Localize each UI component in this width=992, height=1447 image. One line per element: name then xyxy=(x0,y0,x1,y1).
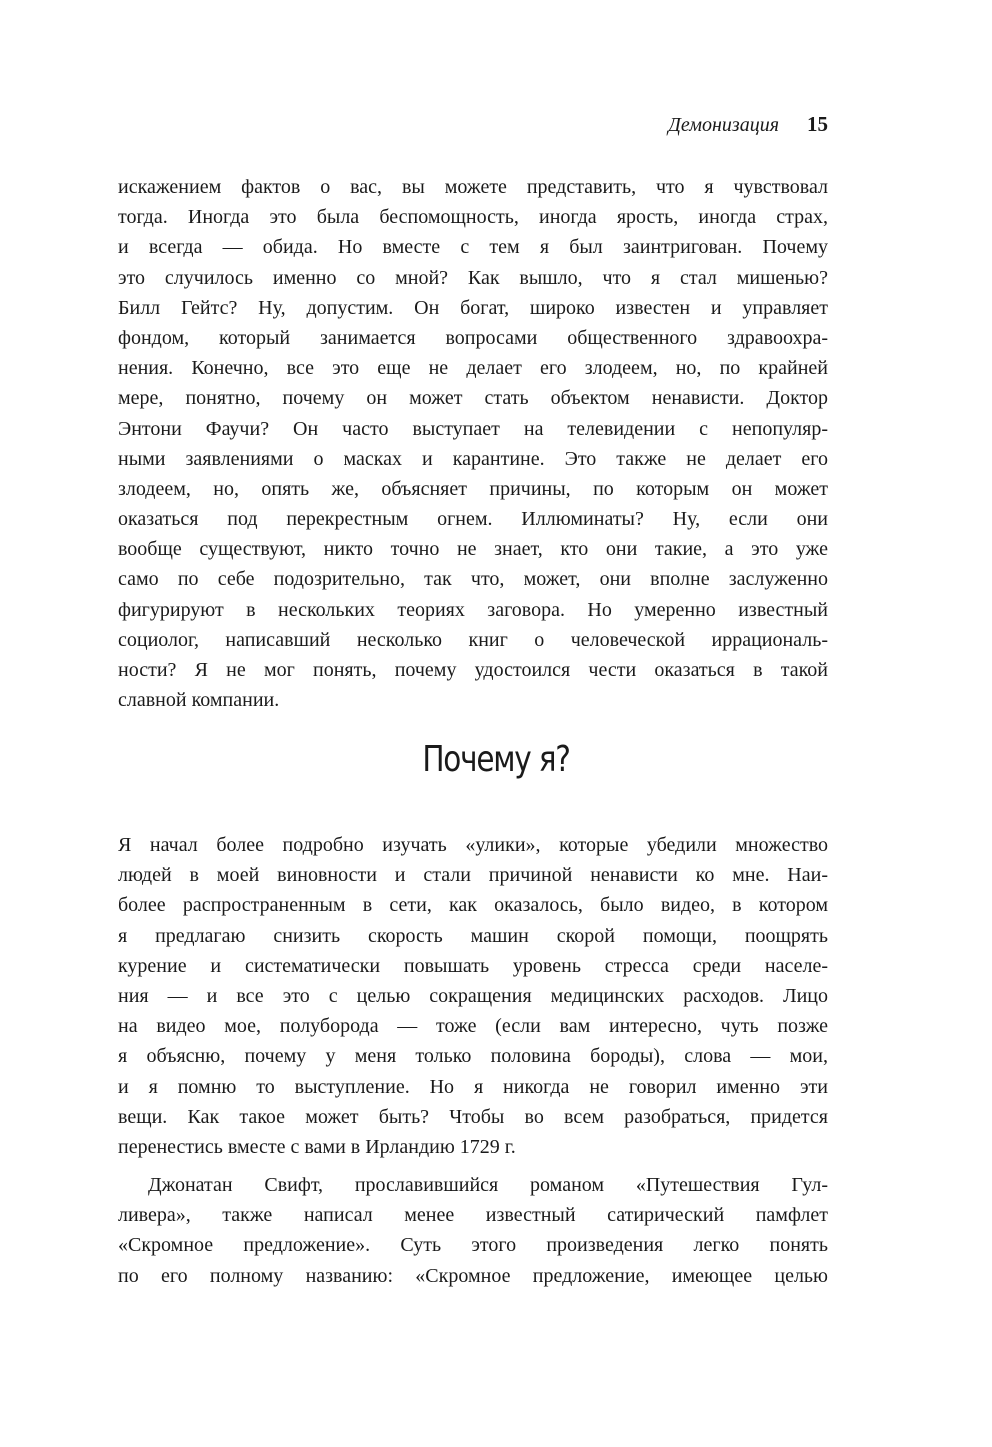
text-line: ния — и все это с целью сокращения медицинских расходов. Лицо xyxy=(118,984,828,1007)
text-line: Я начал более подробно изучать «улики», которые убедили множество xyxy=(118,834,828,856)
text-line: перенестись вместе с вами в Ирландию 1729 г. xyxy=(118,1135,516,1158)
text-line: я предлагаю снизить скорость машин скорой помощи, поощрять xyxy=(118,924,828,947)
text-line: славной компании. xyxy=(118,689,280,712)
text-line: мере, понятно, почему он может стать объектом ненависти. Доктор xyxy=(118,387,828,410)
text-line: вещи. Как такое может быть? Чтобы во всем разобраться, придется xyxy=(118,1105,828,1128)
text-line: злодеем, но, опять же, объясняет причины, по которым он может xyxy=(118,477,828,500)
running-header xyxy=(668,110,828,139)
chapter-title: Демонизация xyxy=(668,114,779,136)
text-line: по его полному названию: «Скромное предложение, имеющее целью xyxy=(118,1264,828,1287)
text-line: искажением фактов о вас, вы можете представить, что я чувствовал xyxy=(118,176,828,198)
paragraph-2 xyxy=(118,830,828,1162)
text-line: и я помню то выступление. Но я никогда не говорил именно эти xyxy=(118,1075,828,1098)
text-line: ливера», также написал менее известный сатирический памфлет xyxy=(118,1204,828,1227)
text-line: само по себе подозрительно, так что, может, они вполне заслуженно xyxy=(118,568,828,591)
text-line: Билл Гейтс? Ну, допустим. Он богат, широко известен и управляет xyxy=(118,296,828,319)
text-line: оказаться под перекрестным огнем. Иллюминаты? Ну, если они xyxy=(118,508,828,531)
text-line: я объясню, почему у меня только половина бороды), слова — мои, xyxy=(118,1045,828,1068)
paragraph-gap xyxy=(118,1162,828,1170)
text-line: фигурируют в нескольких теориях заговора. Но умеренно известный xyxy=(118,598,828,621)
text-line: ности? Я не мог понять, почему удостоился чести оказаться в такой xyxy=(118,659,828,681)
text-line: Джонатан Свифт, прославившийся романом «Путешествия Гул- xyxy=(148,1174,828,1197)
text-line: ными заявлениями о масках и карантине. Это также не делает его xyxy=(118,447,828,470)
text-line: людей в моей виновности и стали причиной ненависти ко мне. Наи- xyxy=(118,864,828,887)
section-heading: Почему я? xyxy=(422,739,570,780)
text-line: социолог, написавший несколько книг о человеческой иррациональ- xyxy=(118,628,828,651)
paragraph-1 xyxy=(118,172,828,715)
text-line: фондом, который занимается вопросами общественного здравоохра- xyxy=(118,326,828,349)
text-line: тогда. Иногда это была беспомощность, иногда ярость, иногда страх, xyxy=(118,206,828,229)
text-line: «Скромное предложение». Суть этого произведения легко понять xyxy=(118,1234,828,1257)
page-number: 15 xyxy=(807,112,828,136)
text-line: нения. Конечно, все это еще не делает его злодеем, но, по крайней xyxy=(118,357,828,380)
paragraph-3 xyxy=(118,1170,828,1291)
text-line: курение и систематически повышать уровень стресса среди населе- xyxy=(118,954,828,977)
section-body xyxy=(118,830,828,1291)
text-line: Энтони Фаучи? Он часто выступает на телевидении с непопуляр- xyxy=(118,417,828,440)
text-line: более распространенным в сети, как оказалось, было видео, в котором xyxy=(118,894,828,917)
text-line: и всегда — обида. Но вместе с тем я был заинтригован. Почему xyxy=(118,236,828,259)
text-line: на видео мое, полуборода — тоже (если вам интересно, чуть позже xyxy=(118,1015,828,1038)
text-line: вообще существуют, никто точно не знает, кто они такие, а это уже xyxy=(118,538,828,561)
text-line: это случилось именно со мной? Как вышло, что я стал мишенью? xyxy=(118,266,828,289)
